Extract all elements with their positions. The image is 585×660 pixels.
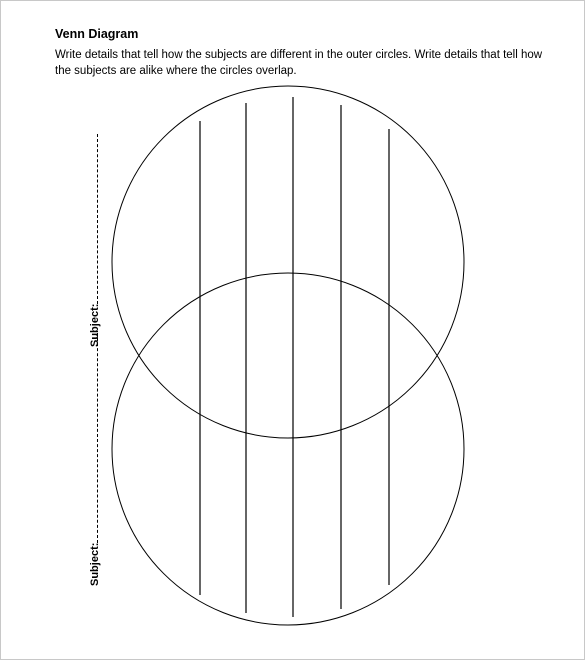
instructions-text: Write details that tell how the subjects are different in the outer circles. Write details that tell how the subjects are alike where the circles overlap. xyxy=(55,49,543,77)
subject-blank-line[interactable] xyxy=(88,134,98,304)
subject-label-text: Subject: xyxy=(89,303,101,347)
subject-blank-line[interactable] xyxy=(88,333,98,543)
writing-lines xyxy=(200,97,389,617)
subject-label-bottom xyxy=(88,333,101,586)
venn-circle-top xyxy=(112,86,464,438)
subject-label-text: Subject: xyxy=(89,542,101,586)
page-title: Venn Diagram xyxy=(55,27,139,41)
venn-circle-bottom xyxy=(112,273,464,625)
subject-label-top xyxy=(88,134,101,347)
